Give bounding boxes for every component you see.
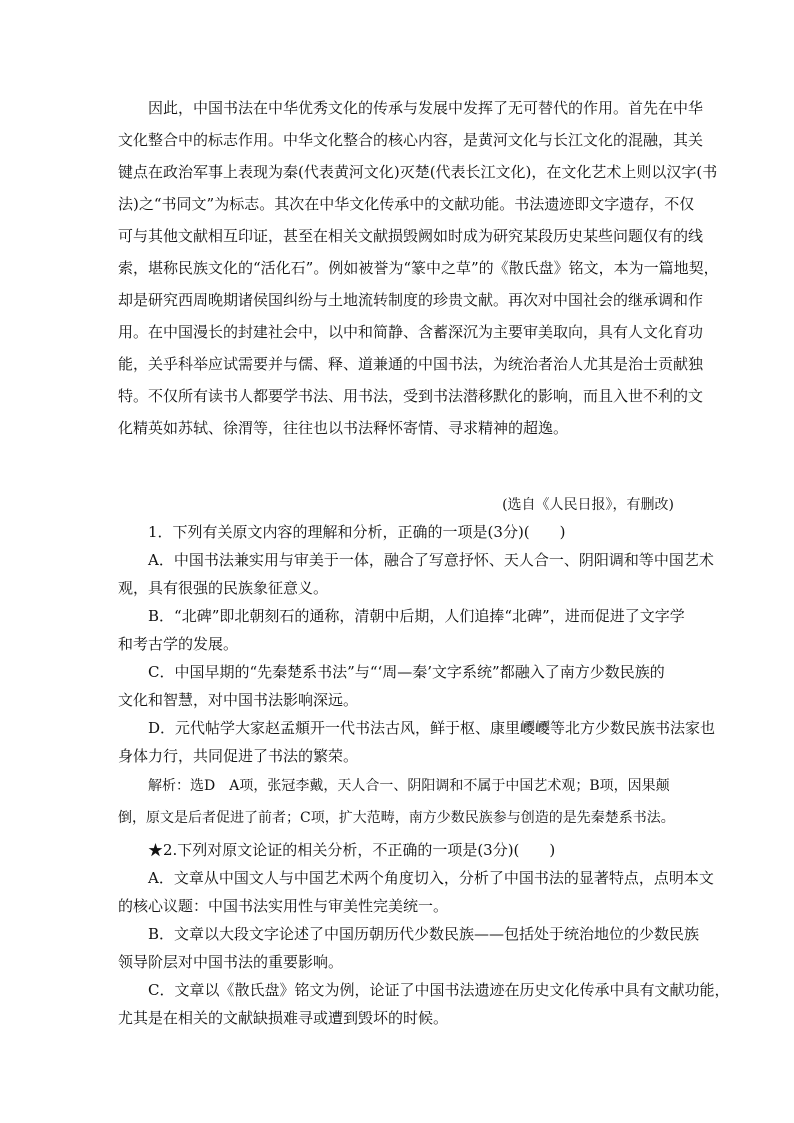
- article-line: 因此，中国书法在中华优秀文化的传承与发展中发挥了无可替代的作用。首先在中华: [148, 99, 704, 117]
- question-1-analysis: [118, 770, 678, 834]
- analysis-line: 倒，原文是后者促进了前者；C项，扩大范畴，南方少数民族参与创造的是先秦楚系书法。: [118, 810, 675, 826]
- article-line: 索，堪称民族文化的“活化石”。例如被誉为“篆中之草”的《散氏盘》铭文，本为一篇地契，: [118, 259, 719, 277]
- article-line: 化精英如苏轼、徐渭等，往往也以书法释怀寄情、寻求精神的超逸。: [118, 419, 569, 437]
- article-line: 法)之“书同文”为标志。其次在中华文化传承中的文献功能。书法遗迹即文字遗存，不仅: [118, 195, 695, 213]
- option-a: A．中国书法兼实用与审美于一体，融合了写意抒怀、天人合一、阴阳调和等中国艺术: [148, 551, 714, 569]
- question-1: [118, 518, 716, 770]
- article-paragraph: [118, 92, 719, 444]
- option-b-cont: 领导阶层对中国书法的重要影响。: [118, 953, 344, 971]
- article-line: 可与其他文献相互印证，甚至在相关文献损毁阙如时成为研究某段历史某些问题仅有的线: [118, 227, 704, 245]
- question-stem: ★2.下列对原文论证的相关分析，不正确的一项是(3分)( ): [148, 841, 556, 859]
- option-b: B．文章以大段文字论述了中国历朝历代少数民族——包括处于统治地位的少数民族: [148, 925, 700, 943]
- option-d: D．元代帖学大家赵孟頫开一代书法古风，鲜于枢、康里巎巎等北方少数民族书法家也: [148, 719, 716, 737]
- question-2: [118, 836, 730, 1032]
- article-line: 特。不仅所有读书人都要学书法、用书法，受到书法潜移默化的影响，而且入世不利的文: [118, 387, 704, 405]
- article-source: (选自《人民日报》，有删改): [502, 497, 674, 513]
- option-a: A．文章从中国文人与中国艺术两个角度切入，分析了中国书法的显著特点，点明本文: [148, 869, 714, 887]
- article-line: 文化整合中的标志作用。中华文化整合的核心内容，是黄河文化与长江文化的混融，其关: [118, 131, 704, 149]
- article-line: 能，关乎科举应试需要并与儒、释、道兼通的中国书法，为统治者治人尤其是治士贡献独: [118, 355, 704, 373]
- option-c: C．文章以《散氏盘》铭文为例，论证了中国书法遗迹在历史文化传承中具有文献功能，: [148, 981, 730, 999]
- option-c-cont: 文化和智慧，对中国书法影响深远。: [118, 691, 359, 709]
- option-a-cont: 观，具有很强的民族象征意义。: [118, 579, 329, 597]
- option-d-cont: 身体力行，共同促进了书法的繁荣。: [118, 747, 359, 765]
- article-line: 却是研究西周晚期诸侯国纠纷与土地流转制度的珍贵文献。再次对中国社会的继承调和作: [118, 291, 704, 309]
- question-stem: 1．下列有关原文内容的理解和分析，正确的一项是(3分)( ): [148, 523, 566, 541]
- analysis-line: 解析：选D A项，张冠李戴，天人合一、阴阳调和不属于中国艺术观；B项，因果颠: [148, 778, 670, 794]
- option-c: C．中国早期的“先秦楚系书法”与“‘周—秦’文字系统”都融入了南方少数民族的: [148, 663, 665, 681]
- option-b: B．“北碑”即北朝刻石的通称，清朝中后期，人们追捧“北碑”，进而促进了文字学: [148, 607, 685, 625]
- option-b-cont: 和考古学的发展。: [118, 635, 239, 653]
- option-a-cont: 的核心议题：中国书法实用性与审美性完美统一。: [118, 897, 449, 915]
- option-c-cont: 尤其是在相关的文献缺损难寻或遭到毁坏的时候。: [118, 1009, 449, 1027]
- article-line: 用。在中国漫长的封建社会中，以中和简静、含蓄深沉为主要审美取向，具有人文化育功: [118, 323, 704, 341]
- article-line: 键点在政治军事上表现为秦(代表黄河文化)灭楚(代表长江文化)，在文化艺术上则以汉字(书: [118, 163, 718, 181]
